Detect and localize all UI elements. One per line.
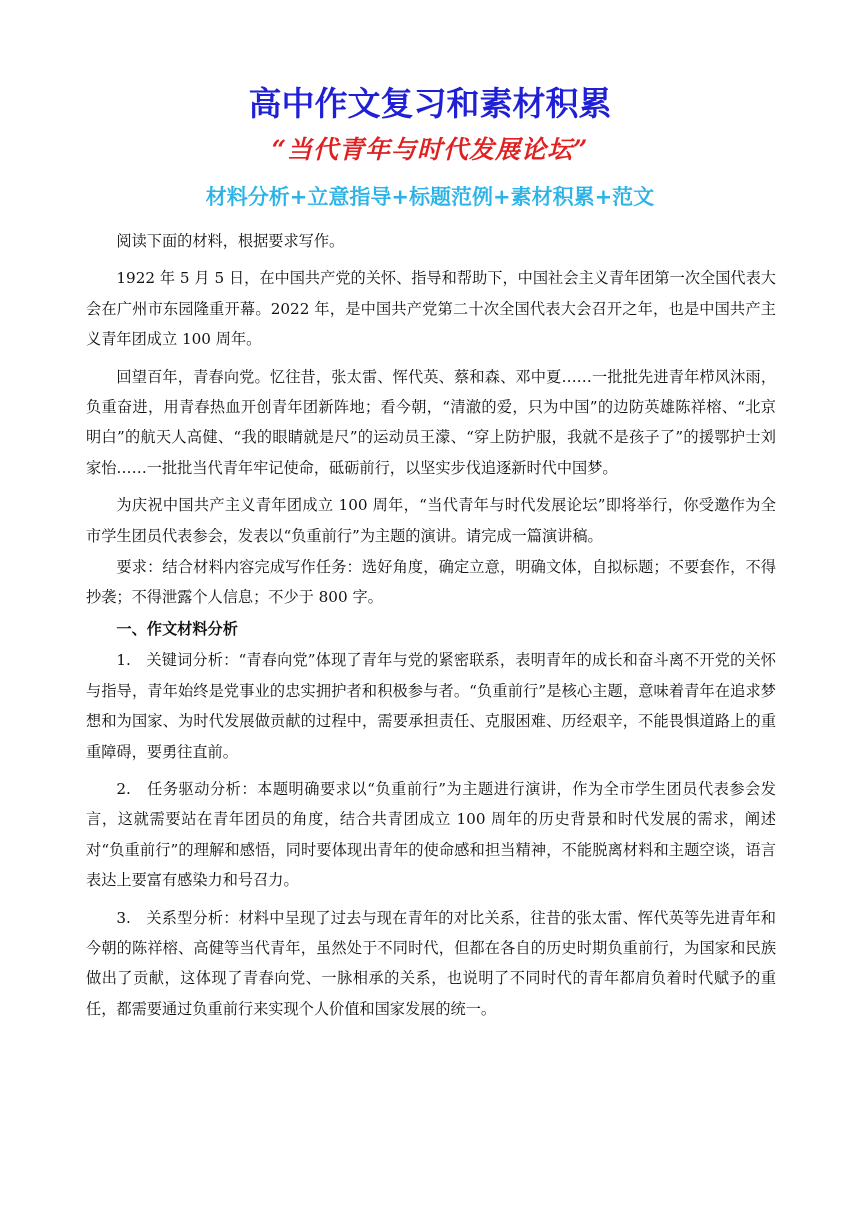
material-paragraph-3: 为庆祝中国共产主义青年团成立 100 周年，“当代青年与时代发展论坛”即将举行，你受邀作为全市学生团员代表参会，发表以“负重前行”为主题的演讲。请完成一篇演讲稿。 bbox=[86, 496, 776, 545]
document-body bbox=[86, 226, 776, 1024]
requirements-paragraph: 要求：结合材料内容完成写作任务：选好角度，确定立意，明确文体，自拟标题；不要套作，不得抄袭；不得泄露个人信息；不少于 800 字。 bbox=[86, 558, 776, 607]
material-paragraph-2: 回望百年，青春向党。忆往昔，张太雷、恽代英、蔡和森、邓中夏……一批批先进青年栉风沐雨，负重奋进，用青春热血开创青年团新阵地；看今朝，“清澈的爱，只为中国”的边防英雄陈祥榕、“北京明白”的航天人高健、“我的眼睛就是尺”的运动员王濛、“穿上防护服，我就不是孩子了”的援鄂护士刘家怡……一批批当代青年牢记使命，砥砺前行，以坚实步伐追逐新时代中国梦。 bbox=[86, 367, 776, 477]
analysis-point-1: 1. 关键词分析：“青春向党”体现了青年与党的紧密联系，表明青年的成长和奋斗离不开党的关怀与指导，青年始终是党事业的忠实拥护者和积极参与者。“负重前行”是核心主题，意味着青年在追求梦想和为国家、为时代发展做贡献的过程中，需要承担责任、克服困难、历经艰辛，不能畏惧道路上的重重障碍，要勇往直前。 bbox=[86, 651, 776, 761]
intro-paragraph: 阅读下面的材料，根据要求写作。 bbox=[116, 232, 345, 250]
analysis-point-3: 3. 关系型分析：材料中呈现了过去与现在青年的对比关系，往昔的张太雷、恽代英等先进青年和今朝的陈祥榕、高健等当代青年，虽然处于不同时代，但都在各自的历史时期负重前行，为国家和民族做出了贡献，这体现了青春向党、一脉相承的关系，也说明了不同时代的青年都肩负着时代赋予的重任，都需要通过负重前行来实现个人价值和国家发展的统一。 bbox=[86, 908, 776, 1018]
document-subtitle: “当代青年与时代发展论坛” bbox=[271, 135, 589, 164]
section-heading: 一、作文材料分析 bbox=[116, 619, 238, 638]
document-title: 高中作文复习和素材积累 bbox=[248, 84, 612, 123]
material-paragraph-1: 1922 年 5 月 5 日，在中国共产党的关怀、指导和帮助下，中国社会主义青年团第一次全国代表大会在广州市东园隆重开幕。2022 年，是中国共产党第二十次全国代表大会召开之年，也是中国共产主义青年团成立 100 周年。 bbox=[86, 269, 776, 349]
analysis-point-2: 2. 任务驱动分析：本题明确要求以“负重前行”为主题进行演讲，作为全市学生团员代表参会发言，这就需要站在青年团员的角度，结合共青团成立 100 周年的历史背景和时代发展的需求，阐述对“负重前行”的理解和感悟，同时要体现出青年的使命感和担当精神，不能脱离材料和主题空谈，语言表达上要富有感染力和号召力。 bbox=[86, 779, 776, 890]
document-tagline: 材料分析+立意指导+标题范例+素材积累+范文 bbox=[205, 185, 655, 209]
